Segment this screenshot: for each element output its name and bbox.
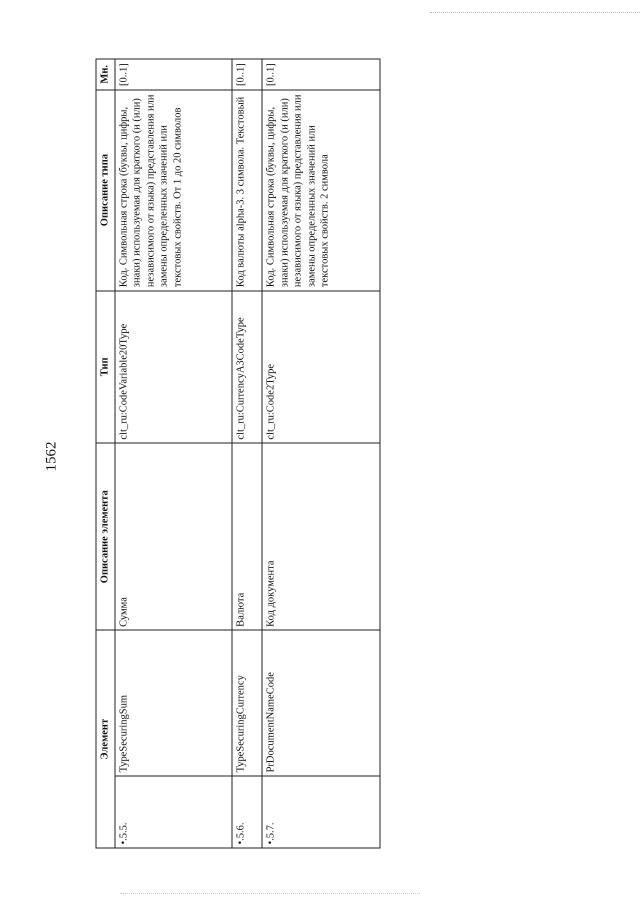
type-name: clt_ru:CurrencyA3CodeType bbox=[232, 290, 262, 443]
element-description: Код документа bbox=[262, 443, 380, 630]
element-description: Сумма bbox=[115, 443, 232, 630]
page-number: 1562 bbox=[43, 441, 60, 472]
header-element: Элемент bbox=[96, 630, 115, 848]
row-number: •.5.7. bbox=[262, 775, 380, 847]
scan-edge-top bbox=[430, 12, 640, 14]
element-name: PrDocumentNameCode bbox=[262, 630, 380, 776]
table-row bbox=[115, 59, 232, 848]
table-row bbox=[262, 59, 380, 848]
element-name: TypeSecuringSum bbox=[115, 630, 232, 776]
header-element-description: Описание элемента bbox=[96, 443, 115, 630]
spec-table bbox=[95, 58, 380, 848]
header-type: Тип bbox=[96, 290, 115, 443]
element-description: Валюта bbox=[232, 443, 262, 630]
table-row bbox=[232, 59, 262, 848]
multiplicity: [0..1] bbox=[115, 59, 232, 90]
rotated-table-wrap bbox=[95, 58, 380, 848]
multiplicity: [0..1] bbox=[262, 59, 380, 90]
row-number: •.5.6. bbox=[232, 775, 262, 847]
type-description: Код. Символьная строка (буквы, цифры, знаки) используемая для краткого (и (или) независимого от языка) представления или замены определенных значений или текстовых свойств. 2 символа bbox=[262, 89, 380, 290]
header-multiplicity: Мн. bbox=[96, 59, 115, 90]
scan-edge-bottom bbox=[120, 893, 420, 895]
table-header-row bbox=[96, 59, 115, 848]
element-name: TypeSecuringCurrency bbox=[232, 630, 262, 776]
multiplicity: [0..1] bbox=[232, 59, 262, 90]
type-description: Код. Символьная строка (буквы, цифры, знаки) используемая для краткого (и (или) независимого от языка) представления или замены определенных значений или текстовых свойств. От 1 до 20 символов bbox=[115, 89, 232, 290]
table-container bbox=[95, 58, 380, 848]
header-type-description: Описание типа bbox=[96, 89, 115, 290]
type-description: Код валюты alpha-3. 3 символа. Текстовый bbox=[232, 89, 262, 290]
row-number: •.5.5. bbox=[115, 775, 232, 847]
type-name: clt_ru:Code2Type bbox=[262, 290, 380, 443]
type-name: clt_ru:CodeVariable20Type bbox=[115, 290, 232, 443]
